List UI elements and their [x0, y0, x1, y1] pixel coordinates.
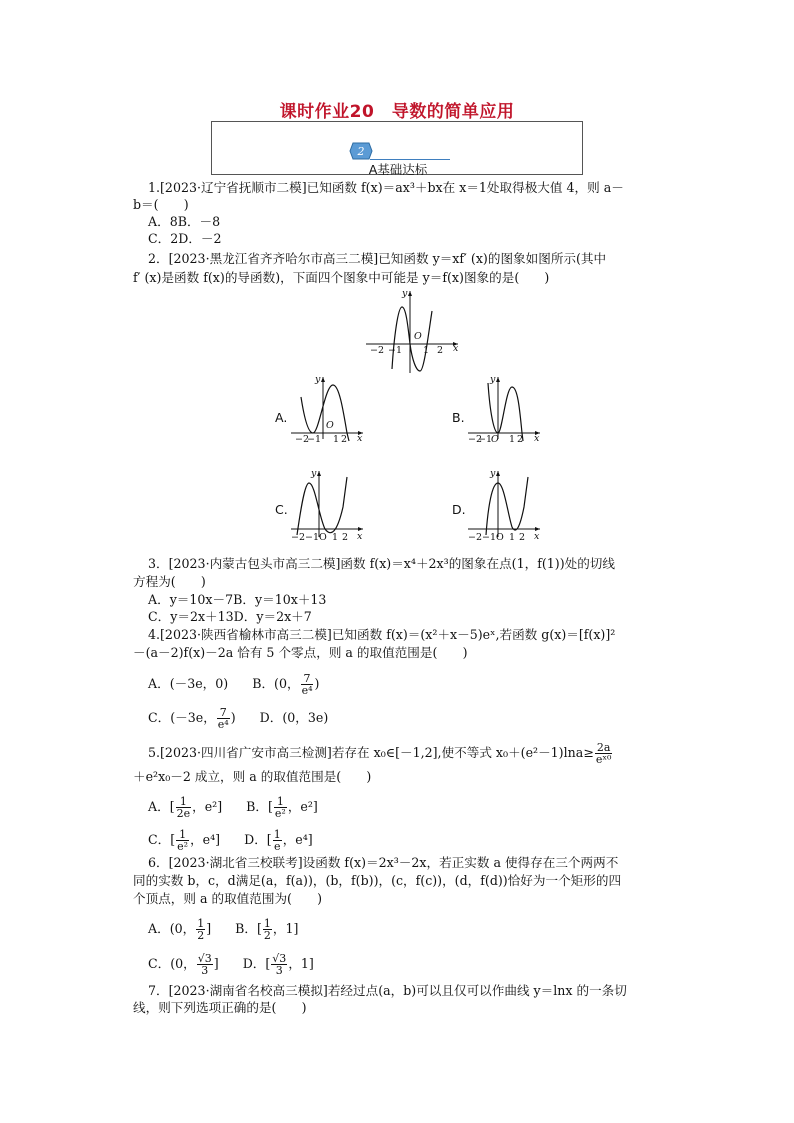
q2-d-axis-y: y — [490, 468, 496, 479]
q2-b-axis-x: x — [534, 433, 540, 443]
q7-line1: 7．[2023·湖南省名校高三模拟]若经过点(a，b)可以且仅可以作曲线 y＝lnx 的一条切 — [148, 983, 627, 998]
q3-options-ab: A．y＝10x－7B．y＝10x＋13 — [148, 592, 327, 607]
q2-c-tick-m2: −2 — [291, 532, 306, 542]
q2-main-axis-y: y — [402, 288, 408, 299]
q7-line2: 线，则下列选项正确的是( ) — [133, 1000, 307, 1015]
q2-b-tick-1: 1 — [509, 434, 516, 443]
q2-c-tick-m1o: −1O — [305, 532, 327, 542]
q4-option-d: D．(0，3e) — [259, 710, 329, 725]
q2-b-tick-m2: −2 — [468, 434, 483, 443]
section-banner — [211, 121, 583, 175]
page-title: 课时作业20 导数的简单应用 — [279, 102, 515, 122]
q2-option-b-graph — [464, 373, 544, 443]
q5-line1: 5.[2023·四川省广安市高三检测]若存在 x₀∈[－1,2],使不等式 x₀＋(e²－1)lna≥ $\frac{2a}{\text{eˣ⁰}}$ — [148, 741, 612, 766]
q2-b-tick-2: 2 — [517, 434, 524, 443]
q2-line1: 2．[2023·黑龙江省齐齐哈尔市高三二模]已知函数 y＝xf′ (x)的图象如图所示(其中 — [148, 251, 607, 266]
q2-b-tick-m1: −1 — [478, 434, 493, 443]
q2-c-tick-2: 2 — [342, 532, 349, 542]
q4-option-b-frac: $\frac{7}{\text{e⁴}}$ — [301, 672, 313, 697]
q3-line2: 方程为( ) — [133, 574, 206, 589]
q2-d-tick-2: 2 — [519, 532, 526, 542]
q2-option-b-label: B. — [452, 410, 465, 425]
q2-a-axis-x: x — [357, 433, 363, 443]
q2-a-tick-m2: −2 — [295, 434, 310, 443]
q2-b-origin: O — [491, 434, 499, 443]
q2-option-a-label: A. — [275, 410, 288, 425]
q2-b-axis-y: y — [490, 374, 496, 385]
q2-main-tick-1: 1 — [423, 345, 430, 356]
q2-option-d-label: D. — [452, 502, 466, 517]
q6-line1: 6．[2023·湖北省三校联考]设函数 f(x)＝2x³－2x，若正实数 a 使得存在三个两两不 — [148, 855, 619, 870]
q2-c-tick-1: 1 — [332, 532, 339, 542]
section-label: A基础达标 — [368, 162, 428, 177]
q5-frac: $\frac{2a}{\text{eˣ⁰}}$ — [595, 741, 612, 766]
q2-a-tick-2: 2 — [341, 434, 348, 443]
q2-option-d-graph — [464, 467, 544, 542]
q1-options-ab: A．8B．－8 — [148, 214, 221, 229]
q2-a-tick-m1: −1 — [307, 434, 322, 443]
q2-option-a-graph — [287, 373, 367, 443]
q5-options-cd: C．[ $\frac{1}{\text{e²}}$ ，e⁴] D．[ $\frac{1}{e}$ ，e⁴] — [148, 828, 313, 853]
q4-option-c-frac: $\frac{7}{\text{e⁴}}$ — [217, 706, 229, 731]
q5-options-ab: A．[ $\frac{1}{2e}$ ，e²] B．[ $\frac{1}{\text{e²}}$ ，e²] — [148, 795, 318, 820]
q2-main-origin: O — [414, 331, 422, 342]
q2-c-axis-x: x — [357, 531, 363, 542]
q5-line2: ＋e²x₀－2 成立，则 a 的取值范围是( ) — [133, 769, 372, 784]
q4-options-cd: C．(－3e， $\frac{7}{\text{e⁴}}$ ) D．(0，3e) — [148, 706, 329, 731]
q6-options-ab: A．(0， $\frac{1}{2}$ ] B．[ $\frac{1}{2}$ ，1] — [148, 917, 299, 942]
q4-options-ab: A．(－3e，0) B．(0， $\frac{7}{\text{e⁴}}$ ) — [148, 672, 320, 697]
q2-option-c-graph — [287, 467, 367, 542]
q4-option-c-pre: C．(－3e， — [148, 710, 216, 725]
q2-c-axis-y: y — [311, 468, 317, 479]
q2-a-axis-y: y — [315, 374, 321, 385]
q2-a-origin: O — [326, 420, 334, 431]
q6-line2: 同的实数 b，c，d满足(a，f(a))，(b，f(b))，(c，f(c))，(d，f(d))恰好为一个矩形的四 — [133, 873, 622, 888]
q4-line1: 4.[2023·陕西省榆林市高三二模]已知函数 f(x)＝(x²＋x－5)eˣ,若函数 g(x)＝[f(x)]² — [148, 627, 616, 642]
q1-options-cd: C．2D．－2 — [148, 231, 222, 246]
section-badge-icon — [349, 141, 373, 161]
q1-line2: b＝( ) — [133, 197, 189, 212]
q2-main-axis-x: x — [453, 343, 459, 354]
q4-line2: －(a－2)f(x)－2a 恰有 5 个零点，则 a 的取值范围是( ) — [133, 645, 468, 660]
q6-line3: 个顶点，则 a 的取值范围为( ) — [133, 891, 323, 906]
q1-line1: 1.[2023·辽宁省抚顺市二模]已知函数 f(x)＝ax³＋bx在 x＝1处取得极大值 4，则 a－ — [148, 180, 624, 195]
q2-main-tick-m1: −1 — [388, 345, 403, 356]
q2-option-c-label: C. — [275, 502, 288, 517]
q3-options-cd: C．y＝2x＋13D．y＝2x＋7 — [148, 609, 312, 624]
q2-d-tick-m1o: −1O — [482, 532, 504, 542]
q3-line1: 3．[2023·内蒙古包头市高三二模]函数 f(x)＝x⁴＋2x³的图象在点(1，f(1))处的切线 — [148, 556, 615, 571]
q2-main-tick-2: 2 — [437, 345, 444, 356]
q4-option-a: A．(－3e，0) — [148, 676, 229, 691]
q2-a-tick-1: 1 — [333, 434, 340, 443]
section-badge-number: 2 — [357, 145, 365, 158]
q2-d-tick-1: 1 — [509, 532, 516, 542]
q2-d-tick-m2: −2 — [468, 532, 483, 542]
q2-main-tick-m2: −2 — [370, 345, 385, 356]
q4-option-b-pre: B．(0， — [252, 676, 300, 691]
q2-main-graph — [362, 287, 462, 377]
q2-line2: f′ (x)是函数 f(x)的导函数)，下面四个图象中可能是 y＝f(x)图象的是( ) — [133, 270, 550, 285]
q2-d-axis-x: x — [534, 531, 540, 542]
q6-options-cd: C．(0， $\frac{√3}{3}$ ] D．[ $\frac{√3}{3}$ ，1] — [148, 952, 314, 977]
